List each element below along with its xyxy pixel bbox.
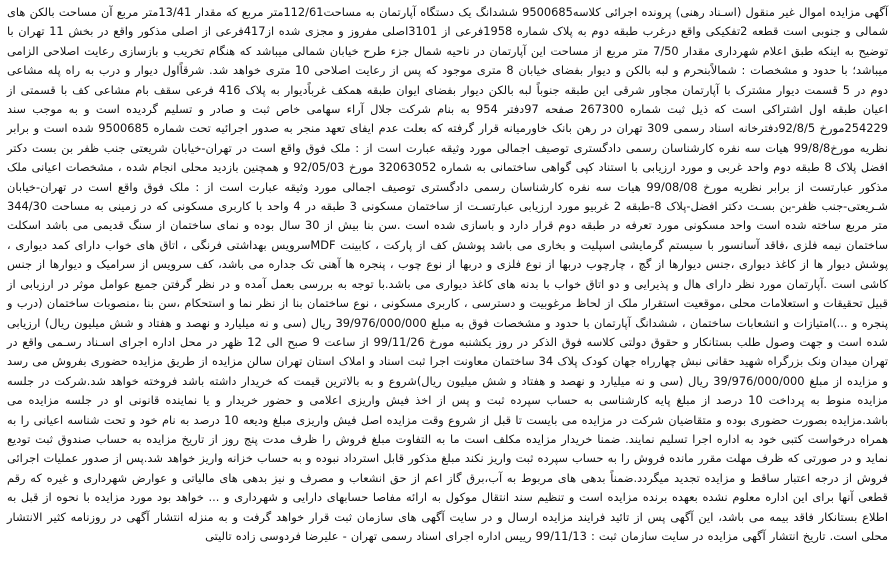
auction-notice-text: آگهی مزایده اموال غیر منقول (اسـناد رهنی) پرونده اجرائی کلاسه9500685 ششدانگ یک دستگاه آپارتمان به مساحت112/61متر مربع که مقدار 13/41متر مربع آن مساحت بالکن های شمالی و جنوبی است قطعه 2تفکیکی واقع درغرب طبقه دوم به پلاک شماره 1958فرعی از 3101اصلی مفروز و مجزی شده از417فرعی از اصلی مذکور واقع در بخش 11 تهران با توضیح به اینکه طبق اعلام شهرداری مقدار 7/50 متر مربع از مساحت این آپارتمان در ناحیه شمال جزء طرح خیابان شمالی میباشد که هنگام تخریب و بازسازی رعایت اصلاحی الزامی میباشد؛ با حدود و مشخصات : شمالاًبنحرم و لبه بالکن و دیوار بفضای خیابان 8 متری موجود که پس از رعایت اصلاحی 10 متری خواهد شد. شرقاًاول دیوار و درب به راه پله مشاعی دوم در 5 قسمت دیوار مشترک با آپارتمان مجاور شرقی این طبقه جنوباً لبه بالکن دیوار بفضای ایوان طبقه همکف غرباًدیوار به پلاک 416 فرعی سقف بام مشاعی کف با قسمتی از اعیان طبقه اول اشتراکی است که ذیل ثبت شماره 267300 صفحه 97دفتر 954 به بنام شرکت جلال آراء سهامی خاص ثبت و صادر و تسلیم گردیده است و به موجب سند 254229مورخ 92/8/5دفترخانه اسناد رسمی 309 تهران در رهن بانک خاورمیانه قرار گرفته که بعلت عدم ایفای تعهد منجر به صدور اجرائیه تحت شماره 9500685 شده است و برابر نظریه مورخ99/8/8 هیات سه نفره کارشناسان رسمی دادگستری توصیف اجمالی مورد وثیقه عبارت است از : ملک فوق واقع است در تهران-خیابان شریعتی جنب ظفر بن بست دکتر افضل پلاک 8 طبقه دوم واحد غربی و مورد ارزیابی با استناد کپی گواهی ساختمانی به شماره 32063052 مورخ 92/05/03 و همچنین بازدید محلی انجام شده ، مشخصات اعیانی ملک مذکور عبارتست از برابر نظریه مورخ 99/08/08 هیات سه نفره کارشناسان رسمی دادگستری توصیف اجمالی مورد وثیقه عبارت است از : ملک فوق واقع است در تهران-خیابان شـریعتی-جنب ظفر-بن بسـت دکتر افضل-پلاک 8-طبقه 2 غربیو مورد ارزیابی عبارتسـت از ساختمان مسکونی 3 طبقه در 4 واحد با کاربری مسکونی که در زمینی به مساحت 344/30 متر مربع ساخته شده است واحد مسکونی مورد تعرفه در طبقه دوم قرار دارد و باسازی شده است .سن بنا بیش از 30 سال بوده و نمای ساختمان از سنگ قدیمی می باشد اسکلت ساختمان نیمه فلزی ،فاقد آسانسور با سیستم گرمایشی اسپلیت و بخاری می باشد پوشش کف از پارکت ، کابینت MDFسرویس بهداشتی فرنگی ، اتاق های خواب دارای کمد دیواری ، پوشش دیوار ها از کاغذ دیواری ،جنس دیوارها از گچ ، چارچوب دربها از نوع فلزی و دربها از نوع چوب ، پنجره ها آهنی تک جداره می باشد، کف سرویس از سرامیک و دیوارها از جنس کاشی است .آپارتمان مورد نظر دارای هال و پذیرایی و دو اتاق خواب با بدنه های کاغذ دیواری می باشد.با توجه به بررسی بعمل آمده و در نظر گرفتن جمیع عوامل موثر در ارزیابی از قبیل تحقیقات و استعلامات محلی ،موقعیت استقرار ملک از لحاظ مرغوبیت و دسترسی ، کاربری مسکونی ، نوع ساختمان بنا از نظر نما و استحکام ،سن بنا ،منصوبات ساختمان (درب و پنجره و ...)امتیازات و انشعابات ساختمان ، ششدانگ آپارتمان با حدود و مشخصات فوق به مبلغ 39/976/000/000 ریال (سی و نه میلیارد و نهصد و هفتاد و شش میلیون ریال) ارزیابی شده است و جهت وصول طلب بستانکار و حقوق دولتی کلاسه فوق الذکر در روز یکشنبه مورخ 99/11/26 از ساعت 9 صبح الی 12 ظهر در محل اداره اجرای اسـناد رسـمی واقع در تهران میدان ونک بزرگراه شهید حقانی نبش چهارراه جهان کودک پلاک 34 ساختمان معاونت اجرا ثبت اسناد و املاک استان تهران سالن مزایده از طریق مزایده حضوری بفروش می رسد و مزایده از مبلغ 39/976/000/000 ریال (سی و نه میلیارد و نهصد و هفتاد و شش میلیون ریال)شروع و به بالاترین قیمت که خریدار داشته باشد فروخته خواهد شد.شرکت در جلسه مزایده منوط به پرداخت 10 درصد از مبلغ پایه کارشناسی به حساب سپرده ثبت و پس از اخذ فیش واریزی اعلامی و حضور خریدار و یا نماینده قانونی او در جلسه مزایده می باشد.مزایده بصورت حضوری بوده و متقاضیان شرکت در مزایده می بایست تا قبل از شروع وقت مزایده اصل فیش واریزی مبلغ ودیعه 10 درصد به نام خود و تحت شناسه اعیانی را به همراه درخواست کتبی خود به اداره اجرا تسلیم نمایند. ضمنا خریدار مزایده مکلف است ما به التفاوت مبلغ فروش را ظرف مدت پنج روز از تاریخ مزایده به حساب صندوق ثبت تودیع نماید و در صورتی که ظرف مهلت مقرر مانده فروش را به حساب سپرده ثبت واریز نکند مبلغ مذکور قابل استرداد نبوده و به حساب خزانه واریز خواهد شد.پس از صدور عملیات اجرائی فروش از درجه اعتبار ساقط و مزایده تجدید میگردد.ضمناً بدهی های مربوط به آب،برق گاز اعم از حق انشعاب و مصرف و نیز بدهی های مالیاتی و عوارض شهرداری و غیره که رقم قطعی آنها برای این اداره معلوم نشده بعهده برنده مزایده است و تنظیم سند انتقال موکول به ارائه مفاصا حسابهای دارایی و شهرداری و ... خواهد بود مورد مزایده با نحوه از قبل به اطلاع بستانکار فاقد بیمه می باشد، این آگهی پس از تائید فرایند مزایده ارسال و در سایت آگهی های سازمان ثبت قرار خواهد گرفت و به منزله انتشار آگهی در روزنامه کثیر الانتشار محلی است. تاریخ انتشار آگهی مزایده در سایت سازمان ثبت : 99/11/13 رییس اداره اجرای اسناد رسمی تهران - علیرضا فردوسی زاده تالیتی [7,5,889,543]
